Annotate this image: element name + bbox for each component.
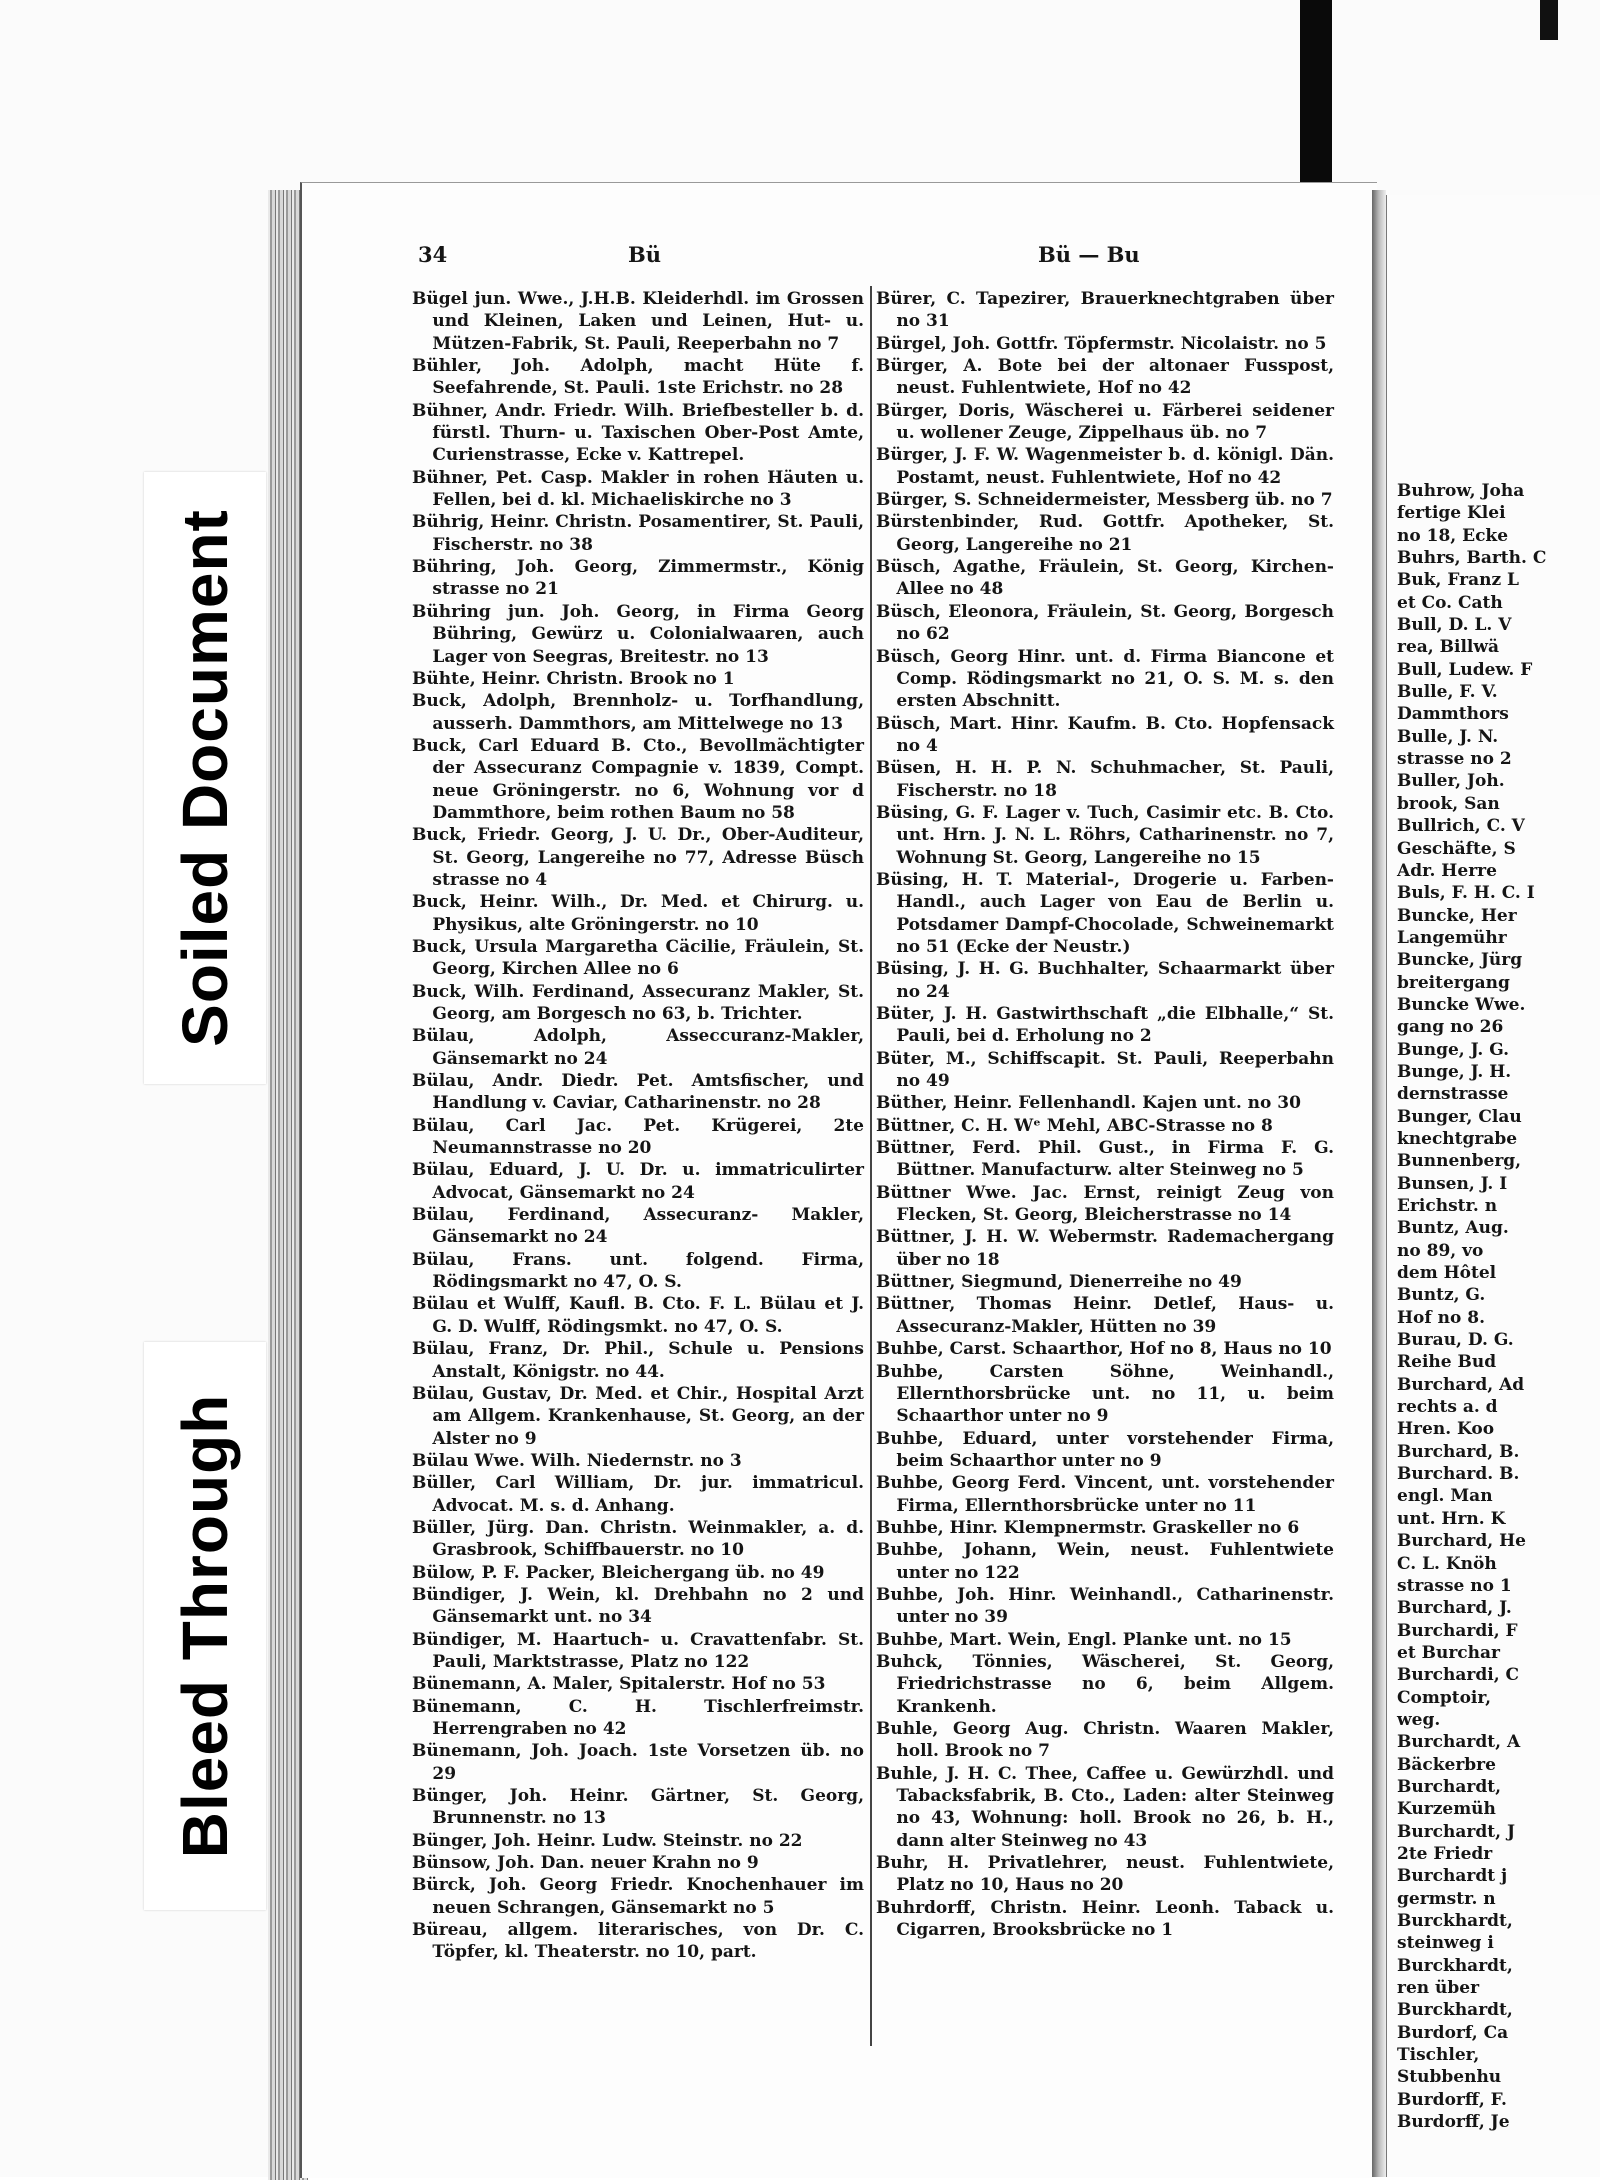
next-page-line: Burchard. B. [1397,1464,1520,1485]
directory-entry: Büsing, G. F. Lager v. Tuch, Casimir etc. B. Cto. unt. Hrn. J. N. L. Röhrs, Catharinenstr. no 7, Wohnung St. Georg, Langereihe no 15 [876,802,1334,868]
next-page-line: Burdorff, F. [1397,2089,1507,2110]
next-page-line: Buntz, G. [1397,1285,1486,1306]
next-page-line: Stubbenhu [1397,2067,1502,2088]
directory-entry: Buhbe, Johann, Wein, neust. Fuhlentwiete unter no 122 [876,1540,1334,1583]
next-page-line: Burckhardt, [1397,1911,1513,1931]
directory-entry: Bülau, Gustav, Dr. Med. et Chir., Hospital Arzt am Allgem. Krankenhause, St. Georg, an der Alster no 9 [412,1383,864,1449]
directory-entry: Bühler, Joh. Adolph, macht Hüte f. Seefahrende, St. Pauli. 1ste Erichstr. no 28 [412,356,864,399]
page-header [418,242,1340,276]
directory-entry: Büsch, Georg Hinr. unt. d. Firma Biancone et Comp. Rödingsmarkt no 21, O. S. M. s. den ersten Abschnitt. [876,646,1334,712]
next-page-line: gang no 26 [1397,1017,1504,1038]
next-page-line: strasse no 1 [1397,1575,1512,1596]
next-page-line: Burckhardt, [1397,1955,1513,1976]
next-page-line: Langemühr [1397,927,1507,948]
directory-entry: Büttner, Thomas Heinr. Detlef, Haus- u. Assecuranz-Makler, Hütten no 39 [876,1294,1334,1337]
next-page-line: Bunge, J. G. [1397,1039,1510,1060]
next-page-line: Burchardt, J [1397,1821,1515,1842]
next-page-line: Bäckerbre [1397,1754,1496,1775]
directory-entry: Bührig, Heinr. Christn. Posamentirer, St. Pauli, Fischerstr. no 38 [412,512,864,555]
next-page-line: Reihe Bud [1397,1352,1497,1373]
directory-entry: Bülau et Wulff, Kaufl. B. Cto. F. L. Bülau et J. G. D. Wulff, Rödingsmkt. no 47, O. S. [412,1294,864,1337]
directory-entry: Buhr, H. Privatlehrer, neust. Fuhlentwiete, Platz no 10, Haus no 20 [876,1853,1334,1896]
next-page-line: dem Hôtel [1397,1263,1497,1284]
next-page-line: et Burchar [1397,1642,1500,1663]
next-page-line: Burckhardt, [1397,2000,1513,2021]
directory-entry: Bürger, S. Schneidermeister, Messberg üb. no 7 [876,490,1333,511]
next-page-line: Bulle, J. N. [1397,726,1499,747]
next-page-line: C. L. Knöh [1397,1553,1497,1574]
directory-entry: Bündiger, J. Wein, kl. Drehbahn no 2 und Gänsemarkt unt. no 34 [412,1584,864,1628]
next-page-line: Buncke Wwe. [1397,994,1526,1015]
directory-entry: Bülau, Frans. unt. folgend. Firma, Rödingsmarkt no 47, O. S. [412,1249,864,1293]
directory-entry: Büther, Heinr. Fellenhandl. Kajen unt. no 30 [876,1093,1301,1114]
directory-entry: Büreau, allgem. literarisches, von Dr. C. Töpfer, kl. Theaterstr. no 10, part. [412,1920,864,1963]
directory-entry: Büttner, Ferd. Phil. Gust., in Firma F. G. Büttner. Manufacturw. alter Steinweg no 5 [876,1138,1334,1181]
directory-entry: Büttner, Siegmund, Dienerreihe no 49 [876,1272,1242,1293]
directory-entry: Büller, Jürg. Dan. Christn. Weinmakler, a. d. Grasbrook, Schiffbauerstr. no 10 [412,1517,864,1561]
next-page-line: steinweg i [1397,1933,1494,1954]
next-page-line: Burdorf, Ca [1397,2022,1509,2043]
directory-entry: Bülau, Franz, Dr. Phil., Schule u. Pensions Anstalt, Königstr. no 44. [412,1339,864,1382]
page-number: 34 [418,242,448,267]
next-page-line: Bunge, J. H. [1397,1061,1512,1082]
directory-entry: Buhck, Tönnies, Wäscherei, St. Georg, Friedrichstrasse no 6, beim Allgem. Krankenh. [876,1651,1334,1717]
bleed-through-label [144,1342,266,1910]
right-column-heading: Bü — Bu [1038,242,1140,267]
directory-entry: Büsch, Eleonora, Fräulein, St. Georg, Borgesch no 62 [876,601,1334,645]
next-page-line: Hof no 8. [1397,1307,1485,1328]
directory-entry: Bügel jun. Wwe., J.H.B. Kleiderhdl. im Grossen und Kleinen, Laken und Leinen, Hut- u. Mützen-Fabrik, St. Pauli, Reeperbahn no 7 [412,289,864,354]
next-page-line: Buller, Joh. [1397,771,1505,792]
next-page-line: Bulle, F. V. [1397,682,1498,703]
next-page-line: dernstrasse [1397,1084,1509,1105]
next-page-line: strasse no 2 [1397,749,1512,770]
directory-entry: Büsing, H. T. Material-, Drogerie u. Farben-Handl., auch Lager von Eau de Berlin u. Potsdamer Dampf-Chocolade, Schweinemarkt no 51 (Ecke der Neustr.) [876,869,1334,957]
directory-entry: Bündiger, M. Haartuch- u. Cravattenfabr. St. Pauli, Marktstrasse, Platz no 122 [412,1629,864,1672]
bleed-through-text: Bleed Through [169,1393,241,1859]
directory-entry: Bürgel, Joh. Gottfr. Töpfermstr. Nicolaistr. no 5 [876,333,1327,354]
next-page-line: Buntz, Aug. [1397,1218,1509,1239]
directory-entry: Buhbe, Joh. Hinr. Weinhandl., Catharinenstr. unter no 39 [876,1584,1334,1628]
next-page-line: Geschäfte, S [1397,838,1516,859]
directory-entry: Bürger, Doris, Wäscherei u. Färberei seidener u. wollener Zeuge, Zippelhaus üb. no 7 [876,400,1334,444]
next-page-line: Buhrs, Barth. C [1397,548,1547,569]
next-page-line: Buncke, Jürg [1397,950,1523,971]
directory-entry: Buck, Carl Eduard B. Cto., Bevollmächtigter der Assecuranz Compagnie v. 1839, Compt. neue Gröningerstr. no 6, Wohnung vor d Dammthore, beim rothen Baum no 58 [412,735,864,823]
next-page-line: Buncke, Her [1397,905,1517,926]
directory-entry: Buhbe, Mart. Wein, Engl. Planke unt. no 15 [876,1629,1292,1650]
next-page-line: Burchard, Ad [1397,1374,1525,1395]
directory-entry: Bülau, Carl Jac. Pet. Krügerei, 2te Neumannstrasse no 20 [412,1115,864,1159]
next-page-line: Kurzemüh [1397,1799,1496,1820]
next-page-line: Bullrich, C. V [1397,816,1525,837]
directory-entry: Büttner, J. H. W. Webermstr. Rademachergang über no 18 [876,1227,1334,1270]
next-page-line: et Co. Cath [1397,592,1503,613]
next-page-line: unt. Hrn. K [1397,1508,1506,1529]
next-page-line: Bunnenberg, [1397,1151,1522,1172]
directory-entry: Büter, J. H. Gastwirthschaft „die Elbhalle,“ St. Pauli, bei d. Erholung no 2 [876,1004,1334,1047]
directory-entry: Buhbe, Georg Ferd. Vincent, unt. vorstehender Firma, Ellernthorsbrücke unter no 11 [876,1473,1334,1516]
directory-entry: Bülau, Eduard, J. U. Dr. u. immatriculirter Advocat, Gänsemarkt no 24 [412,1160,864,1203]
directory-entry: Buhle, J. H. C. Thee, Caffee u. Gewürzhdl. und Tabacksfabrik, B. Cto., Laden: alter Steinweg no 43, Wohnung: holl. Brook no 26, b. H., dann alter Steinweg no 43 [876,1763,1334,1851]
directory-entry: Bünger, Joh. Heinr. Ludw. Steinstr. no 22 [412,1830,803,1851]
next-page-line: Burau, D. G. [1397,1330,1514,1351]
column-divider [870,286,872,2046]
soiled-document-label [144,472,266,1084]
left-column [412,288,864,1964]
directory-entry: Bünsow, Joh. Dan. neuer Krahn no 9 [412,1853,759,1874]
gutter-shadow [1372,190,1386,2177]
next-page-column [1397,480,1600,2133]
directory-entry: Büttner Wwe. Jac. Ernst, reinigt Zeug von Flecken, St. Georg, Bleicherstrasse no 14 [876,1182,1334,1226]
directory-entry: Bülau, Ferdinand, Assecuranz- Makler, Gänsemarkt no 24 [412,1205,864,1248]
soiled-document-text: Soiled Document [169,509,241,1047]
next-page-line: Buhrow, Joha [1397,481,1525,501]
next-page-line: Burchardt j [1397,1866,1508,1887]
directory-entry: Bürger, A. Bote bei der altonaer Fusspost, neust. Fuhlentwiete, Hof no 42 [876,356,1334,399]
next-page-line: breitergang [1397,972,1510,993]
next-page-fragment [1386,195,1600,2177]
directory-entry: Buhle, Georg Aug. Christn. Waaren Makler, holl. Brook no 7 [876,1719,1334,1762]
directory-entry: Bürck, Joh. Georg Friedr. Knochenhauer im neuen Schrangen, Gänsemarkt no 5 [412,1875,864,1918]
binding-tape [1300,0,1332,182]
next-page-line: Dammthors [1397,704,1509,725]
directory-entry: Buhbe, Hinr. Klempnermstr. Graskeller no 6 [876,1517,1300,1538]
next-page-line: brook, San [1397,793,1500,814]
directory-entry: Bülau Wwe. Wilh. Niedernstr. no 3 [412,1450,742,1471]
next-page-line: Burchard, He [1397,1531,1526,1552]
directory-entry: Buck, Wilh. Ferdinand, Assecuranz Makler, St. Georg, am Borgesch no 63, b. Trichter. [412,981,864,1024]
next-page-line: rechts a. d [1397,1397,1498,1418]
directory-entry: Bühner, Pet. Casp. Makler in rohen Häuten u. Fellen, bei d. kl. Michaeliskirche no 3 [412,467,864,511]
next-page-line: Adr. Herre [1397,860,1497,881]
directory-entry: Bürer, C. Tapezirer, Brauerknechtgraben über no 31 [876,289,1334,332]
directory-entry: Bürger, J. F. W. Wagenmeister b. d. königl. Dän. Postamt, neust. Fuhlentwiete, Hof no 42 [876,445,1334,488]
directory-entry: Buck, Adolph, Brennholz- u. Torfhandlung, ausserh. Dammthors, am Mittelwege no 13 [412,691,864,734]
directory-entry: Bühring jun. Joh. Georg, in Firma Georg Bühring, Gewürz u. Colonialwaaren, auch Lager von Seegras, Breitestr. no 13 [412,601,864,667]
directory-entry: Büller, Carl William, Dr. jur. immatricul. Advocat. M. s. d. Anhang. [412,1473,864,1516]
directory-entry: Bühring, Joh. Georg, Zimmermstr., König strasse no 21 [412,557,864,600]
next-page-line: Burchard, B. [1397,1441,1520,1462]
directory-entry: Bünger, Joh. Heinr. Gärtner, St. Georg, Brunnenstr. no 13 [412,1786,864,1829]
directory-entry: Bülau, Adolph, Asseccuranz-Makler, Gänsemarkt no 24 [412,1026,864,1069]
next-page-line: Buk, Franz L [1397,570,1519,591]
directory-entry: Bülau, Andr. Diedr. Pet. Amtsfischer, und Handlung v. Caviar, Catharinenstr. no 28 [412,1071,864,1114]
next-page-line: rea, Billwä [1397,637,1500,658]
directory-entry: Buhbe, Carst. Schaarthor, Hof no 8, Haus no 10 [876,1339,1332,1360]
next-page-line: Bunsen, J. I [1397,1173,1508,1194]
next-page-line: no 89, vo [1397,1240,1484,1261]
left-column-heading: Bü [628,242,662,267]
directory-entry: Bühte, Heinr. Christn. Brook no 1 [412,668,735,689]
directory-entry: Büter, M., Schiffscapit. St. Pauli, Reeperbahn no 49 [876,1048,1334,1092]
directory-entry: Buhbe, Eduard, unter vorstehender Firma, beim Schaarthor unter no 9 [876,1428,1334,1471]
next-page-line: Burchard, J. [1397,1598,1512,1619]
right-column [876,288,1334,1941]
directory-entry: Büsing, J. H. G. Buchhalter, Schaarmarkt über no 24 [876,959,1334,1002]
next-page-line: Tischler, [1397,2045,1480,2066]
directory-entry: Bünemann, C. H. Tischlerfreimstr. Herrengraben no 42 [412,1696,864,1739]
directory-entry: Bürstenbinder, Rud. Gottfr. Apotheker, St. Georg, Langereihe no 21 [876,512,1334,555]
directory-entry: Bünemann, A. Maler, Spitalerstr. Hof no 53 [412,1674,826,1695]
directory-entry: Buhrdorff, Christn. Heinr. Leonh. Taback u. Cigarren, Brooksbrücke no 1 [876,1897,1334,1941]
directory-entry: Bülow, P. F. Packer, Bleichergang üb. no 49 [412,1562,825,1583]
next-page-line: Bull, D. L. V [1397,615,1512,636]
next-page-line: 2te Friedr [1397,1843,1493,1864]
next-page-line: knechtgrabe [1397,1128,1518,1149]
next-page-line: engl. Man [1397,1486,1493,1507]
next-page-line: Burchardi, C [1397,1665,1520,1686]
next-page-line: Erichstr. n [1397,1196,1498,1216]
next-page-line: Buls, F. H. C. I [1397,883,1535,904]
directory-entry: Bühner, Andr. Friedr. Wilh. Briefbesteller b. d. fürstl. Thurn- u. Taxischen Ober-Post Amte, Curienstrasse, Ecke v. Kattrepel. [412,400,864,466]
next-page-line: no 18, Ecke [1397,525,1509,546]
directory-entry: Büsch, Mart. Hinr. Kaufm. B. Cto. Hopfensack no 4 [876,713,1334,756]
directory-entry: Buck, Heinr. Wilh., Dr. Med. et Chirurg. u. Physikus, alte Gröningerstr. no 10 [412,892,864,935]
next-page-line: Burdorff, Je [1397,2112,1510,2133]
directory-entry: Buhbe, Carsten Söhne, Weinhandl., Ellernthorsbrücke unt. no 11, u. beim Schaarthor unter no 9 [876,1361,1334,1427]
binding-tape-small [1540,0,1558,40]
next-page-line: Bunger, Clau [1397,1106,1522,1127]
next-page-line: Comptoir, [1397,1687,1492,1708]
next-page-line: fertige Klei [1397,503,1506,524]
next-page-line: Burchardt, [1397,1776,1502,1797]
next-page-line: Hren. Koo [1397,1419,1495,1440]
next-page-line: germstr. n [1397,1888,1496,1909]
next-page-line: weg. [1397,1709,1441,1730]
next-page-line: Bull, Ludew. F [1397,659,1533,680]
directory-entry: Buck, Ursula Margaretha Cäcilie, Fräulein, St. Georg, Kirchen Allee no 6 [412,936,864,980]
next-page-line: ren über [1397,1978,1480,1999]
directory-entry: Büsch, Agathe, Fräulein, St. Georg, Kirchen-Allee no 48 [876,557,1334,600]
directory-entry: Buck, Friedr. Georg, J. U. Dr., Ober-Auditeur, St. Georg, Langereihe no 77, Adresse Büsch strasse no 4 [412,825,864,890]
directory-entry: Büttner, C. H. Wᵉ Mehl, ABC-Strasse no 8 [876,1115,1273,1136]
next-page-line: Burchardi, F [1397,1620,1518,1641]
directory-entry: Bünemann, Joh. Joach. 1ste Vorsetzen üb. no 29 [412,1741,864,1784]
directory-entry: Büsen, H. H. P. N. Schuhmacher, St. Pauli, Fischerstr. no 18 [876,758,1334,801]
next-page-line: Burchardt, A [1397,1732,1521,1753]
